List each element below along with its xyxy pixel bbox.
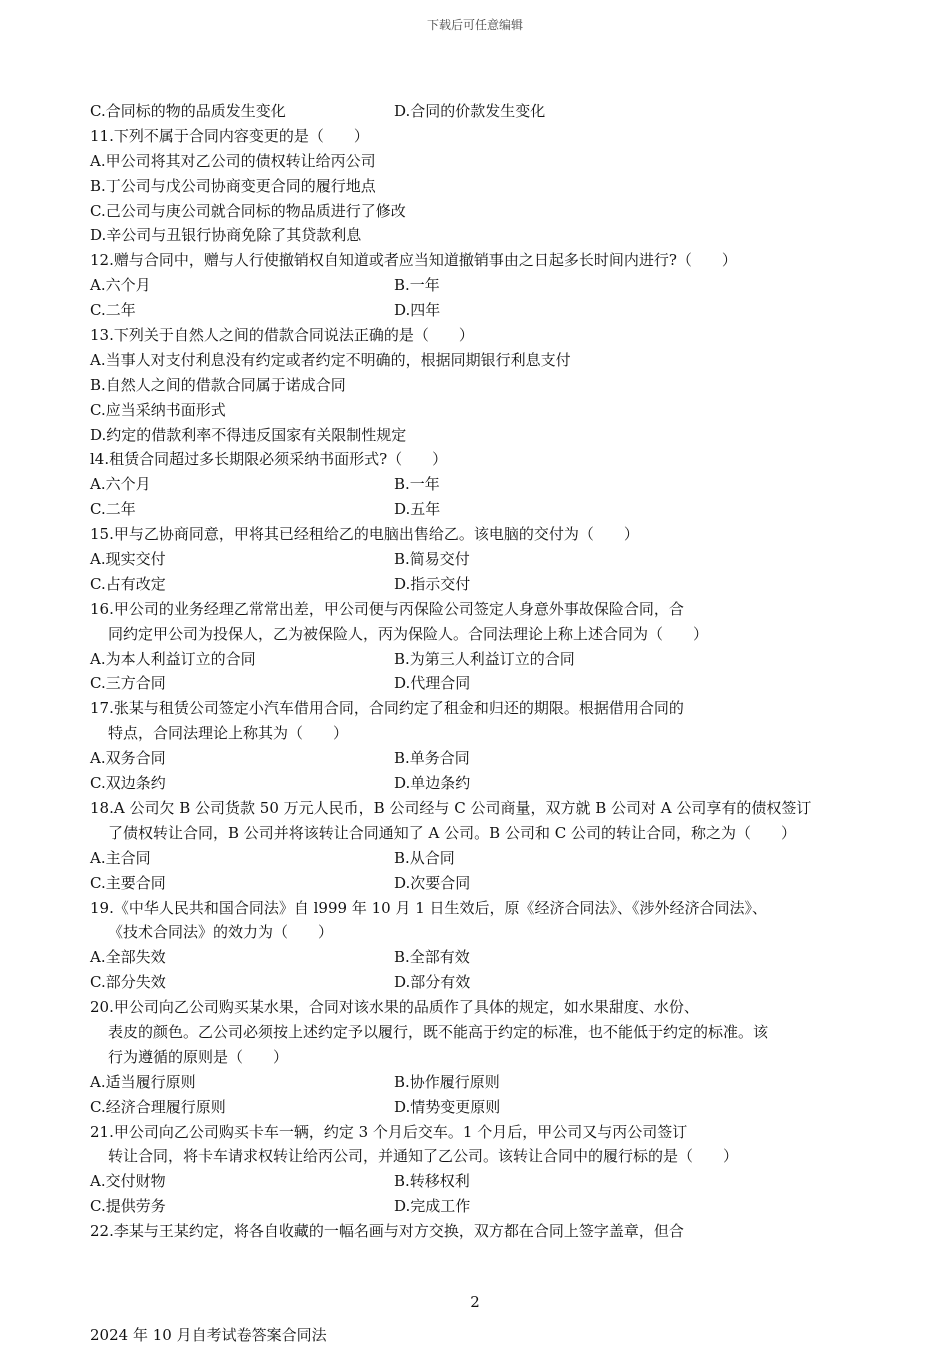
text-line: 13.下列关于自然人之间的借款合同说法正确的是（ ） bbox=[90, 326, 474, 345]
text-line: 11.下列不属于合同内容变更的是（ ） bbox=[90, 126, 369, 145]
option-left: A.现实交付 bbox=[90, 550, 166, 569]
option-right: D.合同的价款发生变化 bbox=[394, 102, 546, 120]
text-line: 行为遵循的原则是（ ） bbox=[108, 1047, 289, 1066]
option-right: B.转移权利 bbox=[394, 1172, 470, 1191]
option-right: D.情势变更原则 bbox=[394, 1097, 501, 1116]
option-row bbox=[90, 547, 865, 572]
text-line: 转让合同，将卡车请求权转让给丙公司，并通知了乙公司。该转让合同中的履行标的是（ ） bbox=[108, 1147, 739, 1166]
option-left: A.双务合同 bbox=[90, 749, 166, 768]
option-row bbox=[90, 1194, 865, 1219]
option-row bbox=[90, 671, 865, 696]
option-row bbox=[90, 871, 865, 896]
option-row bbox=[90, 298, 865, 323]
page-footer: 2024 年 10 月自考试卷答案合同法 bbox=[90, 1326, 327, 1344]
text-line: B.丁公司与戊公司协商变更合同的履行地点 bbox=[90, 176, 376, 195]
option-row bbox=[90, 647, 865, 672]
option-left: C.部分失效 bbox=[90, 973, 166, 992]
option-left: C.二年 bbox=[90, 500, 136, 519]
option-right: D.四年 bbox=[394, 301, 441, 320]
text-line: C.己公司与庚公司就合同标的物品质进行了修改 bbox=[90, 201, 406, 220]
option-row bbox=[90, 970, 865, 995]
option-left: C.经济合理履行原则 bbox=[90, 1097, 226, 1116]
option-right: B.全部有效 bbox=[394, 948, 470, 967]
option-row bbox=[90, 497, 865, 522]
option-row bbox=[90, 771, 865, 796]
option-left: A.全部失效 bbox=[90, 948, 166, 967]
text-line: C.应当采纳书面形式 bbox=[90, 400, 226, 419]
option-right: B.从合同 bbox=[394, 848, 455, 867]
option-row bbox=[90, 846, 865, 871]
option-row bbox=[90, 472, 865, 497]
option-left: C.三方合同 bbox=[90, 674, 166, 693]
option-left: C.合同标的物的品质发生变化 bbox=[90, 102, 286, 120]
text-line: D.约定的借款利率不得违反国家有关限制性规定 bbox=[90, 425, 407, 444]
text-line: 表皮的颜色。乙公司必须按上述约定予以履行，既不能高于约定的标准，也不能低于约定的标准。该 bbox=[108, 1022, 769, 1041]
option-right: D.完成工作 bbox=[394, 1197, 471, 1216]
option-right: B.为第三人利益订立的合同 bbox=[394, 649, 575, 668]
option-left: A.六个月 bbox=[90, 276, 151, 295]
option-right: B.一年 bbox=[394, 276, 440, 295]
option-row bbox=[90, 746, 865, 771]
option-right: D.部分有效 bbox=[394, 973, 471, 992]
text-line: B.自然人之间的借款合同属于诺成合同 bbox=[90, 375, 346, 394]
option-right: D.代理合同 bbox=[394, 674, 471, 693]
text-line: 20.甲公司向乙公司购买某水果，合同对该水果的品质作了具体的规定，如水果甜度、水份、 bbox=[90, 998, 699, 1017]
option-row bbox=[90, 1070, 865, 1095]
option-right: D.单边条约 bbox=[394, 774, 471, 793]
option-row bbox=[90, 99, 865, 124]
document-body bbox=[90, 99, 865, 1244]
option-left: C.二年 bbox=[90, 301, 136, 320]
option-right: B.简易交付 bbox=[394, 550, 470, 569]
option-left: A.六个月 bbox=[90, 475, 151, 494]
option-left: C.占有改定 bbox=[90, 574, 166, 593]
text-line: 17.张某与租赁公司签定小汽车借用合同，合同约定了租金和归还的期限。根据借用合同的 bbox=[90, 699, 684, 718]
text-line: 19.《中华人民共和国合同法》自 l999 年 10 月 1 日生效后，原《经济合同法》、《涉外经济合同法》、 bbox=[90, 898, 768, 917]
page-header: 下载后可任意编辑 bbox=[426, 18, 523, 32]
option-row bbox=[90, 1169, 865, 1194]
text-line: A.甲公司将其对乙公司的债权转让给丙公司 bbox=[90, 151, 376, 170]
option-right: D.五年 bbox=[394, 500, 441, 519]
text-line: 12.赠与合同中，赠与人行使撤销权自知道或者应当知道撤销事由之日起多长时间内进行?（ ） bbox=[90, 251, 737, 270]
text-line: 特点，合同法理论上称其为（ ） bbox=[108, 724, 349, 743]
text-line: 16.甲公司的业务经理乙常常出差，甲公司便与丙保险公司签定人身意外事故保险合同，合 bbox=[90, 599, 684, 618]
option-left: A.交付财物 bbox=[90, 1172, 166, 1191]
option-row bbox=[90, 945, 865, 970]
text-line: l4.租赁合同超过多长期限必须采纳书面形式?（ ） bbox=[90, 450, 448, 469]
option-left: C.主要合同 bbox=[90, 873, 166, 892]
text-line: 了债权转让合同，B 公司并将该转让合同通知了 A 公司。B 公司和 C 公司的转让合同，称之为（ ） bbox=[108, 823, 796, 842]
text-line: 同约定甲公司为投保人，乙为被保险人，丙为保险人。合同法理论上称上述合同为（ ） bbox=[108, 624, 709, 643]
option-row bbox=[90, 273, 865, 298]
option-row bbox=[90, 572, 865, 597]
option-right: D.指示交付 bbox=[394, 574, 471, 593]
page-number: 2 bbox=[470, 1293, 480, 1311]
option-left: C.双边条约 bbox=[90, 774, 166, 793]
option-right: B.单务合同 bbox=[394, 749, 470, 768]
text-line: 22.李某与王某约定，将各自收藏的一幅名画与对方交换，双方都在合同上签字盖章，但合 bbox=[90, 1222, 684, 1241]
option-row bbox=[90, 1095, 865, 1120]
option-left: C.提供劳务 bbox=[90, 1197, 166, 1216]
text-line: 18.A 公司欠 B 公司货款 50 万元人民币，B 公司经与 C 公司商量，双方就 B 公司对 A 公司享有的债权签订 bbox=[90, 798, 812, 817]
option-left: A.主合同 bbox=[90, 848, 151, 867]
option-right: B.协作履行原则 bbox=[394, 1072, 500, 1091]
option-right: D.次要合同 bbox=[394, 873, 471, 892]
text-line: 《技术合同法》的效力为（ ） bbox=[108, 923, 334, 942]
text-line: 21.甲公司向乙公司购买卡车一辆，约定 3 个月后交车。1 个月后，甲公司又与丙公司签订 bbox=[90, 1122, 688, 1141]
text-line: D.辛公司与丑银行协商免除了其贷款利息 bbox=[90, 226, 362, 245]
option-left: A.为本人利益订立的合同 bbox=[90, 649, 256, 668]
text-line: 15.甲与乙协商同意，甲将其已经租给乙的电脑出售给乙。该电脑的交付为（ ） bbox=[90, 525, 639, 544]
option-left: A.适当履行原则 bbox=[90, 1072, 196, 1091]
option-right: B.一年 bbox=[394, 475, 440, 494]
text-line: A.当事人对支付利息没有约定或者约定不明确的，根据同期银行利息支付 bbox=[90, 350, 571, 369]
